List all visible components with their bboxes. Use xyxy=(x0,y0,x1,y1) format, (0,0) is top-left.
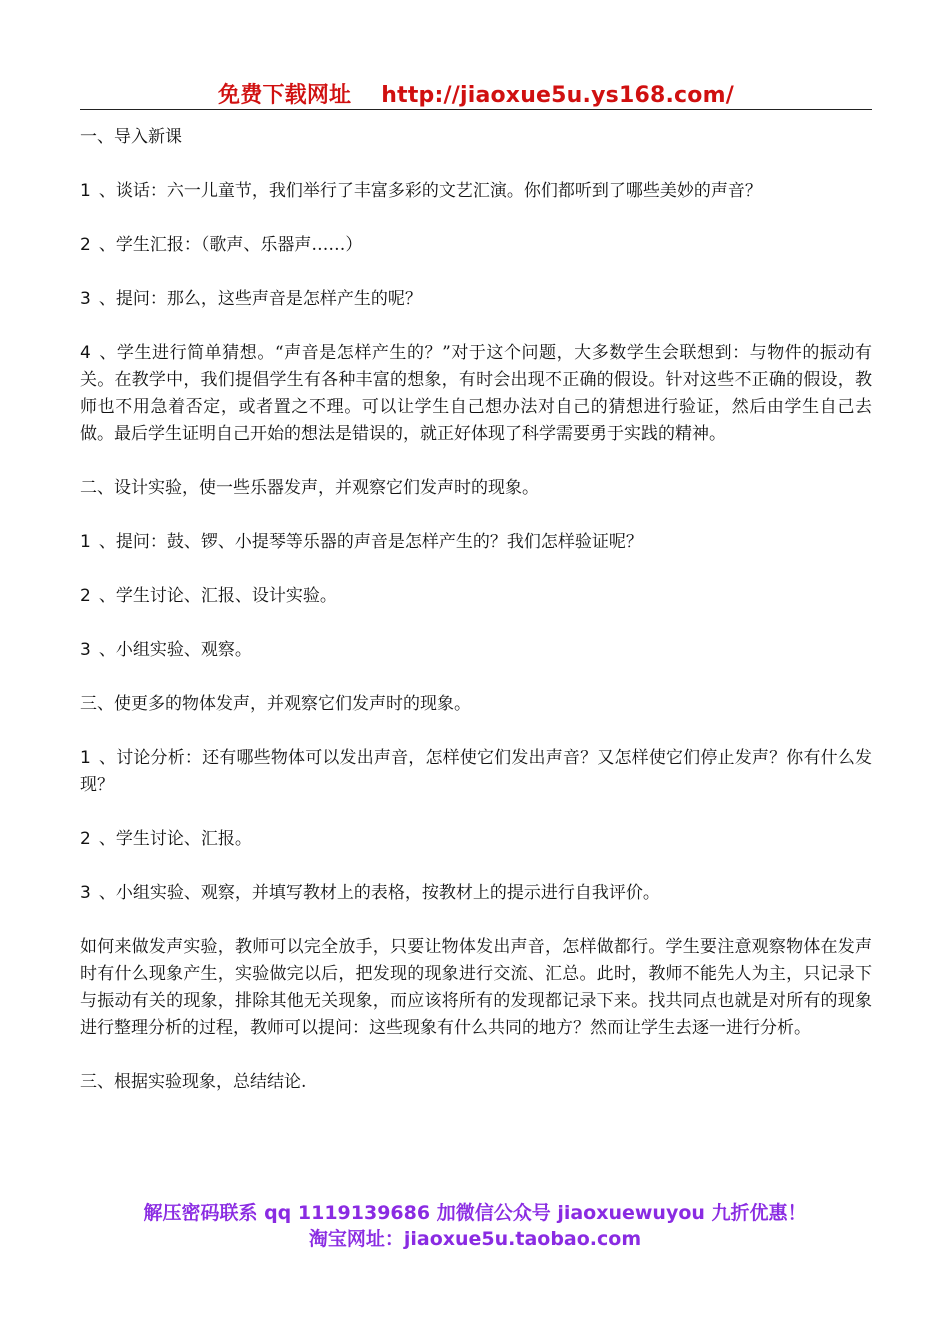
section-heading: 二、设计实验，使一些乐器发声，并观察它们发声时的现象。 xyxy=(80,478,539,498)
list-item: 3 、小组实验、观察，并填写教材上的表格，按教材上的提示进行自我评价。 xyxy=(80,883,660,903)
list-item: 3 、小组实验、观察。 xyxy=(80,640,252,660)
section-heading: 三、使更多的物体发声，并观察它们发声时的现象。 xyxy=(80,694,471,714)
paragraph: 如何来做发声实验，教师可以完全放手，只要让物体发出声音，怎样做都行。学生要注意观察物体在发声时有什么现象产生，实验做完以后，把发现的现象进行交流、汇总。此时，教师不能先人为主，只记录下与振动有关的现象，排除其他无关现象，而应该将所有的发现都记录下来。找共同点也就是对所有的现象进行整理分析的过程，教师可以提问：这些现象有什么共同的地方？然而让学生去逐一进行分析。 xyxy=(80,937,872,1038)
section-heading: 一、导入新课 xyxy=(80,127,182,147)
list-item: 2 、学生汇报：（歌声、乐器声……） xyxy=(80,235,363,255)
list-item: 1 、提问：鼓、锣、小提琴等乐器的声音是怎样产生的？我们怎样验证呢？ xyxy=(80,532,643,552)
footer-taobao-link[interactable]: 淘宝网址：jiaoxue5u.taobao.com xyxy=(308,1228,642,1250)
list-item: 1 、讨论分析：还有哪些物体可以发出声音，怎样使它们发出声音？又怎样使它们停止发声？你有什么发现？ xyxy=(80,748,872,795)
footer-contact: 解压密码联系 qq 1119139686 加微信公众号 jiaoxuewuyou 九折优惠！ xyxy=(143,1202,807,1224)
header-rule xyxy=(80,109,872,110)
list-item: 2 、学生讨论、汇报。 xyxy=(80,829,252,849)
document-body xyxy=(80,124,872,1123)
list-item: 1 、谈话：六一儿童节，我们举行了丰富多彩的文艺汇演。你们都听到了哪些美妙的声音？ xyxy=(80,181,762,201)
page-header xyxy=(80,78,872,108)
list-item: 2 、学生讨论、汇报、设计实验。 xyxy=(80,586,337,606)
list-item: 3 、提问：那么，这些声音是怎样产生的呢？ xyxy=(80,289,422,309)
section-heading: 三、根据实验现象，总结结论. xyxy=(80,1072,307,1092)
header-url[interactable]: http://jiaoxue5u.ys168.com/ xyxy=(381,83,734,108)
list-item: 4 、学生进行简单猜想。“声音是怎样产生的？”对于这个问题，大多数学生会联想到：与物件的振动有关。在教学中，我们提倡学生有各种丰富的想象，有时会出现不正确的假设。针对这些不正确的假设，教师也不用急着否定，或者置之不理。可以让学生自己想办法对自己的猜想进行验证，然后由学生自己去做。最后学生证明自己开始的想法是错误的，就正好体现了科学需要勇于实践的精神。 xyxy=(80,343,872,444)
header-label: 免费下载网址 xyxy=(218,83,352,108)
